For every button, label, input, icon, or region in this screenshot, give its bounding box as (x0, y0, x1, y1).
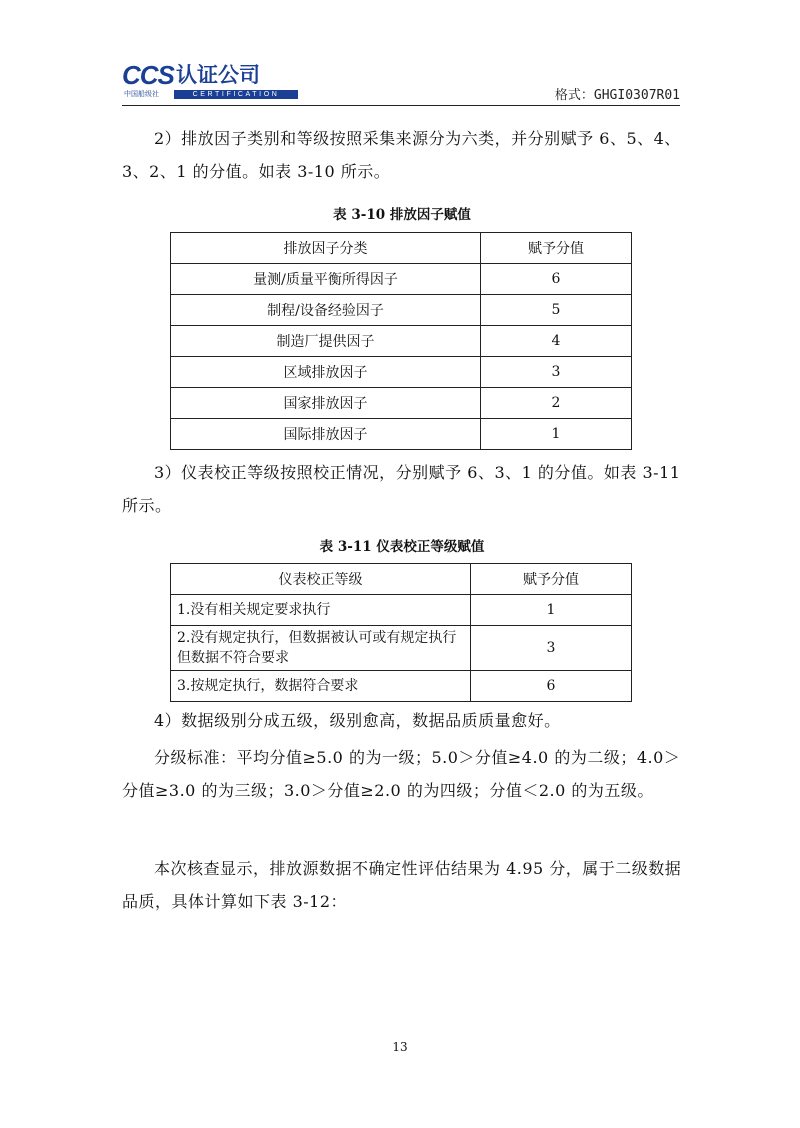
cell-level: 3.按规定执行，数据符合要求 (171, 671, 471, 702)
paragraph-grading-standard: 分级标准：平均分值≥5.0 的为一级；5.0＞分值≥4.0 的为二级；4.0＞分值≥3.0 的为三级；3.0＞分值≥2.0 的为四级；分值＜2.0 的为五级。 (122, 748, 681, 800)
table-row (171, 326, 632, 357)
table-row (171, 671, 632, 702)
cell-category: 制程/设备经验因子 (171, 295, 481, 326)
table-row (171, 626, 632, 671)
cell-score: 3 (481, 357, 632, 388)
table-3-11 (170, 563, 632, 702)
paragraph-emission-factor: 2）排放因子类别和等级按照采集来源分为六类，并分别赋予 6、5、4、3、2、1 的分值。如表 3-10 所示。 (122, 129, 681, 181)
table-row (171, 264, 632, 295)
logo-subtitle: 中国船级社 (124, 90, 159, 98)
table-row (171, 388, 632, 419)
cell-score: 6 (471, 671, 632, 702)
table-row (171, 295, 632, 326)
logo-company-name: 认证公司 (176, 63, 260, 87)
cell-level: 1.没有相关规定要求执行 (171, 595, 471, 626)
table-3-10-caption: 表 3-10 排放因子赋值 (333, 207, 471, 223)
cell-category: 国际排放因子 (171, 419, 481, 450)
logo-ccs-text: CCS (122, 60, 174, 90)
ccs-logo (122, 62, 307, 102)
cell-category: 量测/质量平衡所得因子 (171, 264, 481, 295)
logo-certification-bar: CERTIFICATION (174, 90, 298, 99)
format-code: 格式：GHGI0307R01 (554, 88, 680, 103)
cell-category: 国家排放因子 (171, 388, 481, 419)
paragraph-instrument-calibration: 3）仪表校正等级按照校正情况，分别赋予 6、3、1 的分值。如表 3-11 所示。 (122, 463, 681, 515)
page-number: 13 (392, 1040, 408, 1054)
cell-score: 1 (481, 419, 632, 450)
cell-score: 2 (481, 388, 632, 419)
cell-category: 制造厂提供因子 (171, 326, 481, 357)
paragraph-verification-result: 本次核查显示，排放源数据不确定性评估结果为 4.95 分，属于二级数据品质，具体计算如下表 3-12： (122, 859, 682, 911)
header-divider (122, 105, 680, 106)
cell-score: 3 (471, 626, 632, 671)
cell-score: 4 (481, 326, 632, 357)
table-row (171, 357, 632, 388)
paragraph-data-levels: 4）数据级别分成五级，级别愈高，数据品质质量愈好。 (154, 711, 561, 730)
cell-category: 区域排放因子 (171, 357, 481, 388)
header-score: 赋予分值 (471, 564, 632, 595)
header-score: 赋予分值 (481, 233, 632, 264)
cell-score: 5 (481, 295, 632, 326)
cell-score: 6 (481, 264, 632, 295)
header-calibration-level: 仪表校正等级 (171, 564, 471, 595)
cell-score: 1 (471, 595, 632, 626)
table-row (171, 595, 632, 626)
table-header-row (171, 233, 632, 264)
table-3-11-caption: 表 3-11 仪表校正等级赋值 (319, 539, 485, 555)
table-row (171, 419, 632, 450)
header-category: 排放因子分类 (171, 233, 481, 264)
table-header-row (171, 564, 632, 595)
table-3-10 (170, 232, 632, 450)
page-header (122, 58, 680, 106)
cell-level: 2.没有规定执行，但数据被认可或有规定执行但数据不符合要求 (171, 626, 471, 671)
